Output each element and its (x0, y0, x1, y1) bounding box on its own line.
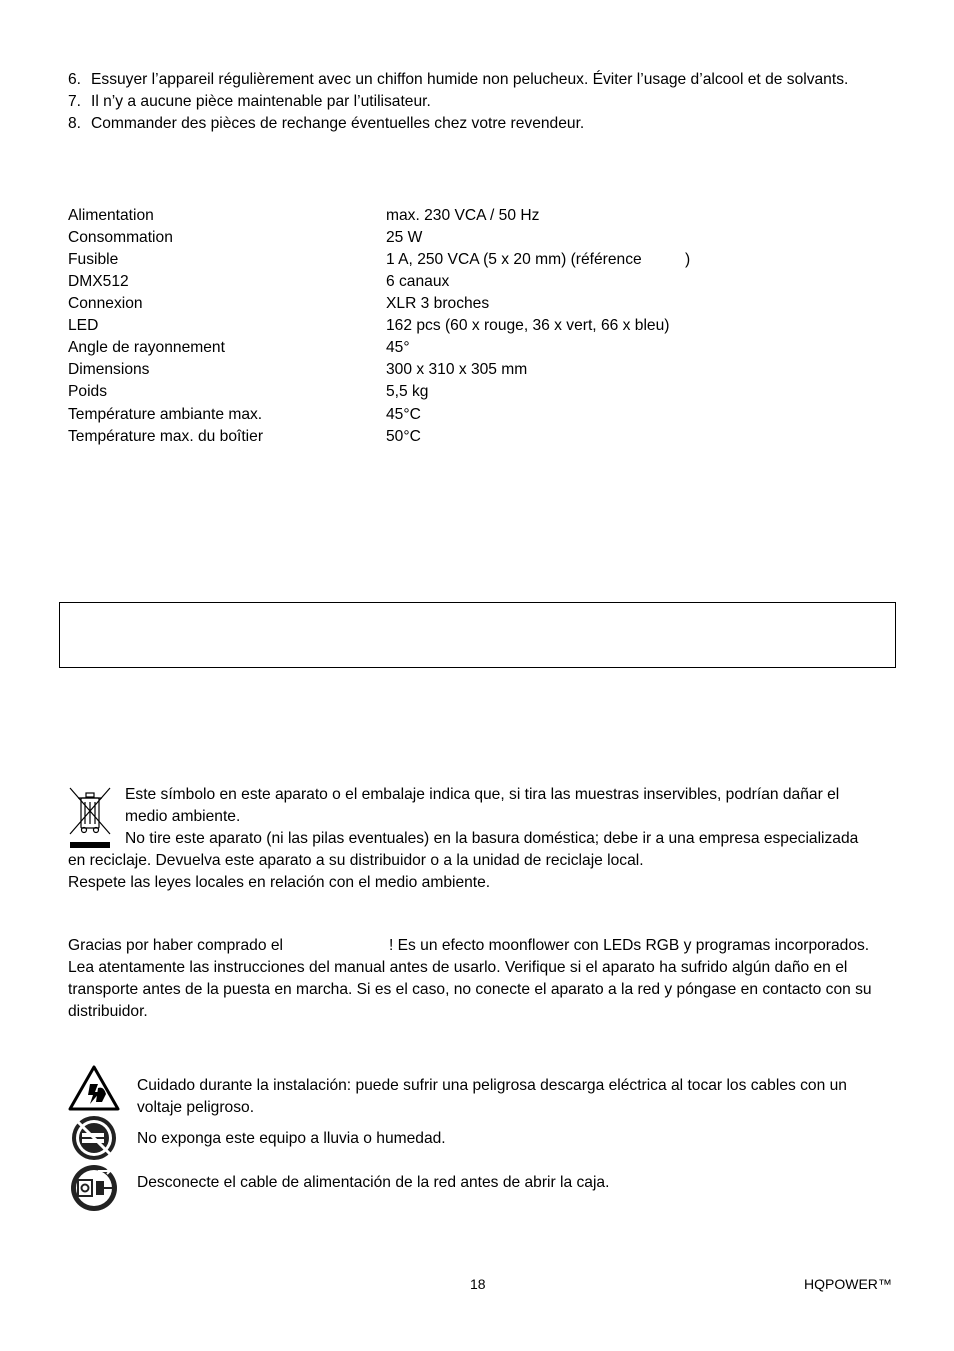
unplug-warning-text: Desconecte el cable de alimentación de la red antes de abrir la caja. (137, 1174, 610, 1191)
spec-label: Connexion (68, 295, 143, 312)
intro-line: Lea atentamente las instrucciones del manual antes de usarlo. Verifique si el aparato ha sufrido algún daño en el (68, 959, 848, 976)
spec-label: LED (68, 317, 99, 334)
spec-value: 25 W (386, 229, 423, 246)
spec-label: Angle de rayonnement (68, 339, 225, 356)
spec-value: XLR 3 broches (386, 295, 490, 312)
spec-value: 45°C (386, 406, 421, 423)
shock-warning-text: Cuidado durante la instalación: puede sufrir una peligrosa descarga eléctrica al tocar los cables con un (137, 1077, 847, 1094)
brand-footer: HQPOWER™ (804, 1276, 892, 1292)
spec-label: Dimensions (68, 361, 150, 378)
spec-label: Consommation (68, 229, 173, 246)
section-heading-box (59, 602, 896, 668)
weee-text-line: No tire este aparato (ni las pilas eventuales) en la basura doméstica; debe ir a una empresa especializada (125, 830, 859, 847)
intro-line: distribuidor. (68, 1003, 148, 1020)
spec-label: Fusible (68, 251, 119, 268)
weee-bin-icon (68, 786, 112, 850)
list-item: 6. Essuyer l’appareil régulièrement avec un chiffon humide non pelucheux. Éviter l’usage d’alcool et de solvants. (68, 71, 849, 88)
spec-value: 5,5 kg (386, 383, 429, 400)
unplug-icon (68, 1162, 120, 1212)
spec-label: DMX512 (68, 273, 129, 290)
weee-text-line: medio ambiente. (125, 808, 241, 825)
spec-value: 6 canaux (386, 273, 450, 290)
spec-label: Température max. du boîtier (68, 428, 264, 445)
no-moisture-icon (68, 1114, 120, 1162)
spec-label: Température ambiante max. (68, 406, 263, 423)
page-number: 18 (470, 1276, 486, 1292)
shock-warning-text: voltaje peligroso. (137, 1099, 255, 1116)
spec-value: 50°C (386, 428, 421, 445)
weee-text-line: Respete las leyes locales en relación con el medio ambiente. (68, 874, 491, 891)
spec-value: max. 230 VCA / 50 Hz (386, 207, 540, 224)
list-item: 7. Il n’y a aucune pièce maintenable par l’utilisateur. (68, 93, 431, 110)
spec-value: 1 A, 250 VCA (5 x 20 mm) (référence ) (386, 251, 691, 268)
spec-value: 300 x 310 x 305 mm (386, 361, 528, 378)
spec-label: Alimentation (68, 207, 154, 224)
spec-label: Poids (68, 383, 108, 400)
intro-line: transporte antes de la puesta en marcha. Si es el caso, no conecte el aparato a la red y póngase en contacto con su (68, 981, 872, 998)
list-item: 8. Commander des pièces de rechange éventuelles chez votre revendeur. (68, 115, 585, 132)
moisture-warning-text: No exponga este equipo a lluvia o humedad. (137, 1130, 446, 1147)
intro-line: Gracias por haber comprado el ! Es un efecto moonflower con LEDs RGB y programas incorporados. (68, 937, 870, 954)
spec-value: 162 pcs (60 x rouge, 36 x vert, 66 x bleu) (386, 317, 670, 334)
weee-text-line: en reciclaje. Devuelva este aparato a su distribuidor o a la unidad de reciclaje local. (68, 852, 644, 869)
electric-shock-warning-icon (68, 1064, 120, 1112)
weee-text-line: Este símbolo en este aparato o el embalaje indica que, si tira las muestras inservibles, podrían dañar el (125, 786, 840, 803)
spec-value: 45° (386, 339, 410, 356)
